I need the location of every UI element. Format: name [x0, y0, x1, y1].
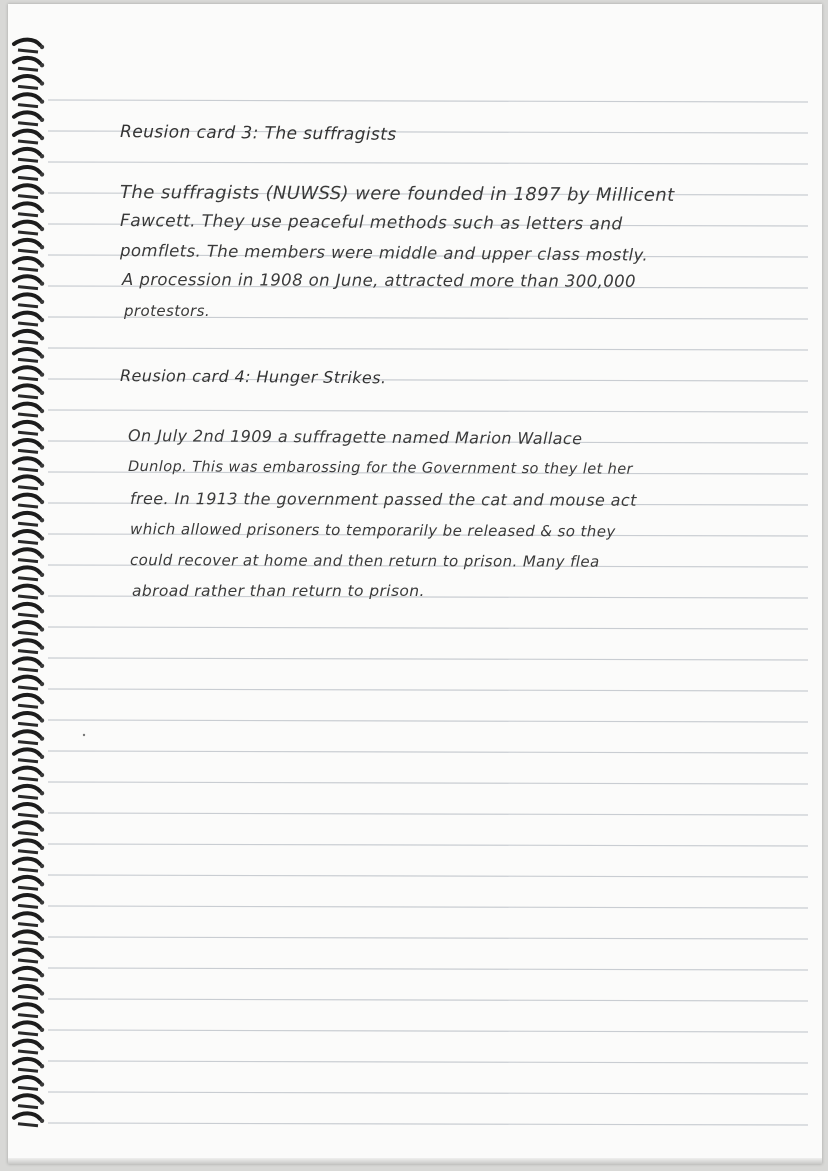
card4-line-6: abroad rather than return to prison. — [132, 582, 425, 600]
notebook-page — [8, 4, 822, 1164]
spiral-coil — [14, 440, 44, 452]
spiral-coil — [14, 513, 44, 525]
spiral-coil — [14, 185, 44, 197]
spiral-coil — [14, 222, 44, 234]
spiral-coil — [14, 1059, 44, 1071]
spiral-coil — [14, 76, 44, 88]
spiral-coil — [14, 1004, 44, 1016]
spiral-coil — [14, 1077, 44, 1089]
spiral-coil — [14, 258, 44, 270]
spiral-coil — [14, 840, 44, 852]
card3-line-2: Fawcett. They use peaceful methods such as letters and — [120, 211, 623, 235]
spiral-coil — [14, 586, 44, 598]
card3-line-1: The suffragists (NUWSS) were founded in 1897 by Millicent — [120, 182, 675, 206]
spiral-coil — [14, 859, 44, 871]
spiral-coil — [14, 131, 44, 143]
spiral-coil — [14, 567, 44, 579]
spiral-coil — [14, 622, 44, 634]
spiral-coil — [14, 1113, 44, 1125]
spiral-coil — [14, 149, 44, 161]
spiral-coil — [14, 531, 44, 543]
spiral-coil — [14, 404, 44, 416]
spiral-coil — [14, 950, 44, 962]
spiral-coil — [14, 695, 44, 707]
card4-line-2: Dunlop. This was embarossing for the Government so they let her — [128, 459, 633, 478]
spiral-coil — [14, 895, 44, 907]
spiral-coil — [14, 313, 44, 325]
spiral-coil — [14, 476, 44, 488]
spiral-coil — [14, 94, 44, 106]
spiral-coil — [14, 968, 44, 980]
spiral-coil — [14, 240, 44, 252]
spiral-coil — [14, 786, 44, 798]
spiral-coil — [14, 1022, 44, 1034]
spiral-coil — [14, 731, 44, 743]
spiral-coil — [14, 331, 44, 343]
card4-line-3: free. In 1913 the government passed the cat and mouse act — [130, 489, 637, 510]
spiral-coil — [14, 877, 44, 889]
spiral-coil — [14, 549, 44, 561]
spiral-binding — [8, 4, 68, 1164]
card4-line-1: On July 2nd 1909 a suffragette named Marion Wallace — [128, 426, 583, 449]
spiral-coil — [14, 822, 44, 834]
spiral-coil — [14, 40, 44, 52]
spiral-coil — [14, 167, 44, 179]
card3-line-5: protestors. — [124, 302, 210, 320]
spiral-coil — [14, 58, 44, 70]
card3-line-3: pomflets. The members were middle and upper class mostly. — [120, 241, 649, 265]
spiral-coil — [14, 294, 44, 306]
spiral-coil — [14, 385, 44, 397]
card4-line-5: could recover at home and then return to prison. Many flea — [130, 551, 600, 571]
spiral-coil — [14, 677, 44, 689]
spiral-coil — [14, 913, 44, 925]
spiral-coil — [14, 495, 44, 507]
spiral-coil — [14, 349, 44, 361]
spiral-coil — [14, 749, 44, 761]
spiral-coil — [14, 1095, 44, 1107]
spiral-coil — [14, 931, 44, 943]
spiral-coil — [14, 713, 44, 725]
spiral-coil — [14, 203, 44, 215]
card4-heading: Reusion card 4: Hunger Strikes. — [120, 366, 387, 388]
card3-heading: Reusion card 3: The suffragists — [120, 122, 397, 145]
spiral-coil — [14, 1041, 44, 1053]
spiral-coil — [14, 276, 44, 288]
card4-line-4: which allowed prisoners to temporarily be released & so they — [130, 520, 616, 541]
spiral-coil — [14, 112, 44, 124]
spiral-coil — [14, 804, 44, 816]
card3-line-4: A procession in 1908 on June, attracted more than 300,000 — [122, 270, 636, 291]
spiral-coil — [14, 367, 44, 379]
spiral-coil — [14, 768, 44, 780]
spiral-coil — [14, 986, 44, 998]
spiral-coil — [14, 422, 44, 434]
spiral-coil — [14, 640, 44, 652]
spiral-coil — [14, 458, 44, 470]
spiral-coil — [14, 604, 44, 616]
spiral-coil — [14, 658, 44, 670]
page-bottom-edge — [8, 1158, 822, 1164]
